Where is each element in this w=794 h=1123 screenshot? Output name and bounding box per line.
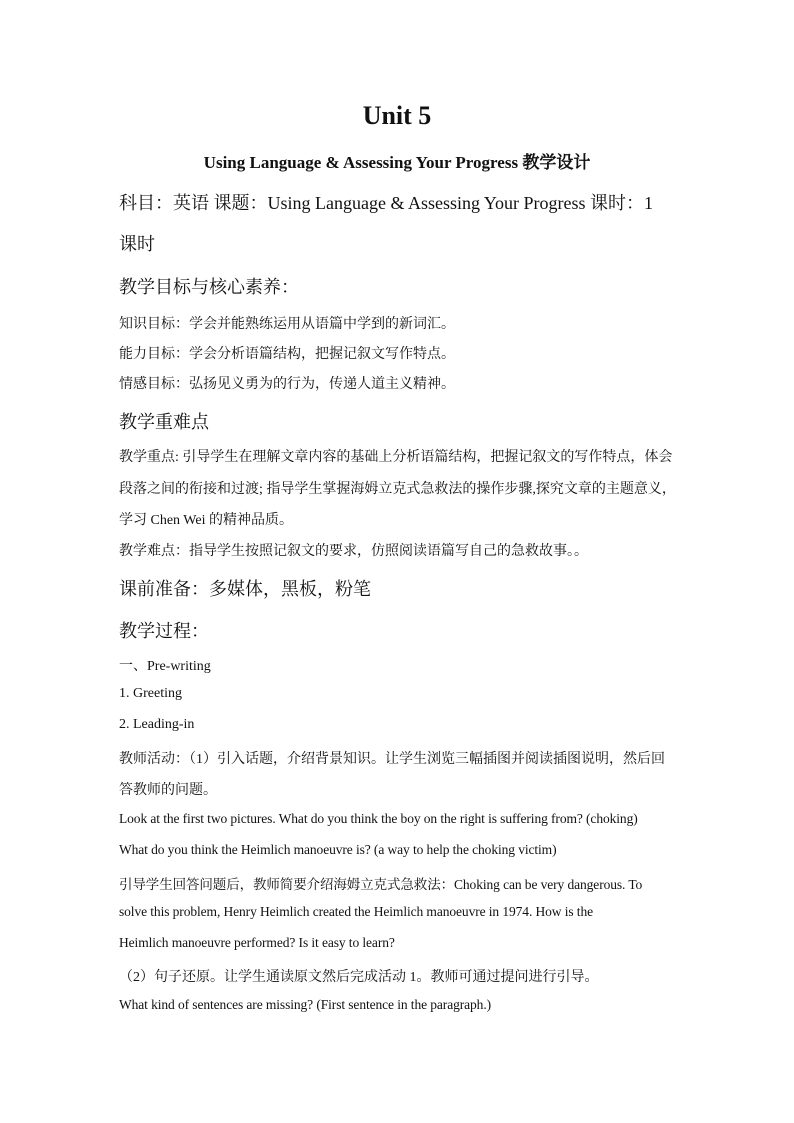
key-point-line: 段落之间的衔接和过渡; 指导学生掌握海姆立克式急救法的操作步骤,探究文章的主题意义， xyxy=(119,482,676,497)
document-subtitle: Using Language & Assessing Your Progress 教学设计 xyxy=(203,153,591,172)
process-section-heading: 一、Pre-writing xyxy=(119,659,211,674)
process-step: 2. Leading-in xyxy=(119,717,195,732)
document-title: Unit 5 xyxy=(362,101,432,130)
process-step: 1. Greeting xyxy=(119,686,182,701)
course-info-line-cont: 课时 xyxy=(119,234,155,254)
process-paragraph-line: Look at the first two pictures. What do you think the boy on the right is suffering from? (choking) xyxy=(119,811,638,826)
difficulty-line: 教学难点：指导学生按照记叙文的要求，仿照阅读语篇写自己的急救故事。。 xyxy=(119,544,588,559)
process-paragraph-line: 答教师的问题。 xyxy=(119,783,217,798)
process-paragraph-line: What kind of sentences are missing? (First sentence in the paragraph.) xyxy=(119,997,491,1012)
process-paragraph-line: What do you think the Heimlich manoeuvre is? (a way to help the choking victim) xyxy=(119,842,557,857)
key-points-heading: 教学重难点 xyxy=(119,412,209,432)
course-info-line: 科目：英语 课题：Using Language & Assessing Your Progress 课时：1 xyxy=(119,193,654,213)
process-paragraph-line: Heimlich manoeuvre performed? Is it easy to learn? xyxy=(119,935,395,950)
process-paragraph-line: 引导学生回答问题后，教师简要介绍海姆立克式急救法：Choking can be very dangerous. To xyxy=(119,877,643,892)
goal-emotion: 情感目标：弘扬见义勇为的行为，传递人道主义精神。 xyxy=(119,377,455,392)
preparation-line: 课前准备：多媒体，黑板，粉笔 xyxy=(119,579,371,599)
process-paragraph-line: 教师活动：（1）引入话题，介绍背景知识。让学生浏览三幅插图并阅读插图说明，然后回 xyxy=(119,752,665,767)
process-heading: 教学过程： xyxy=(119,621,209,641)
goal-knowledge: 知识目标：学会并能熟练运用从语篇中学到的新词汇。 xyxy=(119,317,455,332)
process-paragraph-line: （2）句子还原。让学生通读原文然后完成活动 1。教师可通过提问进行引导。 xyxy=(119,970,599,985)
process-paragraph-line: solve this problem, Henry Heimlich created the Heimlich manoeuvre in 1974. How is the xyxy=(119,904,594,919)
goals-heading: 教学目标与核心素养： xyxy=(119,277,299,297)
goal-ability: 能力目标：学会分析语篇结构，把握记叙文写作特点。 xyxy=(119,347,455,362)
key-point-line: 教学重点: 引导学生在理解文章内容的基础上分析语篇结构，把握记叙文的写作特点，体会 xyxy=(119,450,673,465)
key-point-line: 学习 Chen Wei 的精神品质。 xyxy=(119,513,293,528)
